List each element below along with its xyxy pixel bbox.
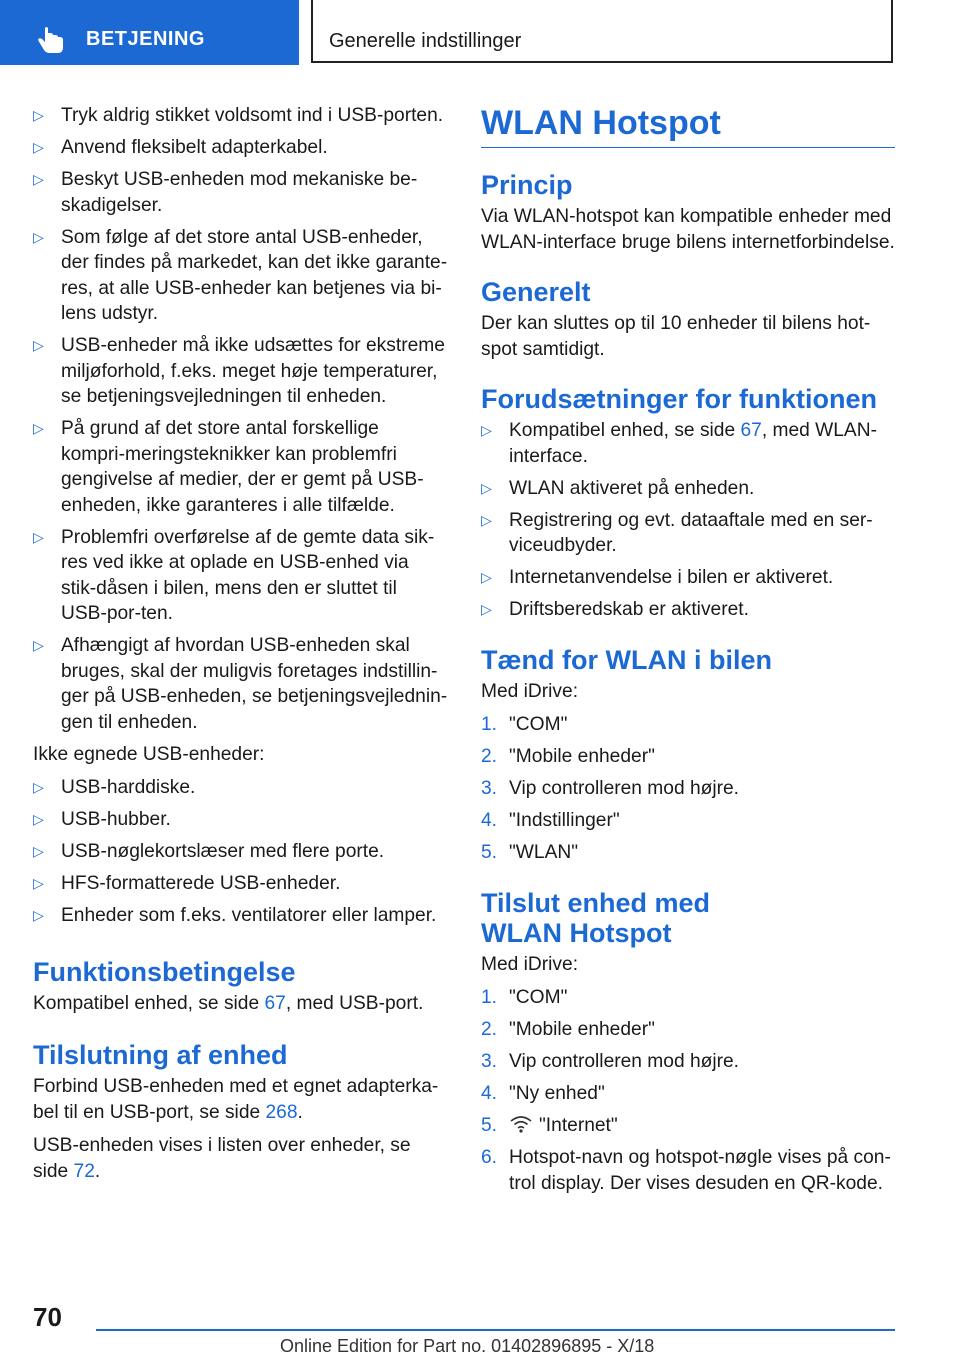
connect-steps bbox=[481, 985, 895, 1107]
triangle-bullet-icon: ▷ bbox=[33, 811, 44, 827]
enable-intro: Med iDrive: bbox=[481, 680, 579, 702]
step-number: 3. bbox=[481, 778, 498, 799]
list-item bbox=[33, 903, 448, 929]
step-text: "COM" bbox=[509, 714, 568, 735]
page-link-268[interactable]: 268 bbox=[265, 1101, 298, 1123]
connect-intro: Med iDrive: bbox=[481, 953, 579, 975]
footer-divider bbox=[96, 1329, 895, 1331]
list-item bbox=[481, 1145, 895, 1196]
step-number: 5. bbox=[481, 842, 498, 863]
list-item bbox=[481, 597, 895, 623]
page-link-72[interactable]: 72 bbox=[73, 1160, 95, 1182]
list-item-text: USB-enheder må ikke udsættes for ekstreme miljøforhold, f.eks. meget høje temperaturer, se betjeningsvejledningen til enheden. bbox=[61, 335, 445, 407]
list-item-text: Registrering og evt. dataaftale med en ser-viceudbyder. bbox=[509, 509, 873, 556]
step-number: 1. bbox=[481, 714, 498, 735]
list-item bbox=[481, 712, 895, 738]
page-title: WLAN Hotspot bbox=[481, 103, 895, 148]
list-item bbox=[481, 744, 895, 770]
section-title-generelt: Generelt bbox=[481, 277, 591, 307]
step-number: 4. bbox=[481, 1083, 498, 1104]
list-item bbox=[33, 103, 448, 129]
triangle-bullet-icon: ▷ bbox=[33, 779, 44, 795]
list-item bbox=[33, 225, 448, 327]
section-title-forudsaetninger: Forudsætninger for funktionen bbox=[481, 384, 877, 414]
list-item bbox=[33, 167, 448, 218]
funk-text-post: , med USB-port. bbox=[285, 992, 424, 1014]
page-link-67[interactable]: 67 bbox=[264, 992, 286, 1014]
prereq-list bbox=[481, 476, 895, 623]
list-item-text: WLAN aktiveret på enheden. bbox=[509, 477, 755, 499]
usb-notes-list bbox=[33, 103, 448, 735]
list-item-text: USB-harddiske. bbox=[61, 777, 196, 798]
list-item bbox=[33, 633, 448, 735]
prereq1-post: , med WLAN-interface. bbox=[509, 420, 877, 467]
step-text: "Internet" bbox=[539, 1115, 618, 1136]
unsuitable-devices-list bbox=[33, 775, 448, 929]
list-item-text: USB-hubber. bbox=[61, 809, 171, 830]
unsuitable-intro: Ikke egnede USB-enheder: bbox=[33, 743, 265, 765]
list-item-text: Beskyt USB-enheden mod mekaniske be-skadigelser. bbox=[61, 169, 418, 216]
triangle-bullet-icon: ▷ bbox=[33, 228, 44, 245]
step-text: "Mobile enheder" bbox=[509, 1019, 655, 1040]
connect-title-line1: Tilslut enhed med bbox=[481, 887, 711, 918]
list-item-text: Tryk aldrig stikket voldsomt ind i USB-porten. bbox=[61, 105, 444, 126]
list-item bbox=[481, 565, 895, 591]
triangle-bullet-icon: ▷ bbox=[33, 139, 44, 155]
conn-text-2-pre: USB-enheden vises i listen over enheder, se side bbox=[33, 1135, 411, 1182]
hand-pointer-icon bbox=[36, 26, 66, 54]
list-item bbox=[33, 839, 448, 865]
triangle-bullet-icon: ▷ bbox=[481, 601, 492, 617]
funk-text-pre: Kompatibel enhed, se side bbox=[33, 992, 265, 1014]
list-item-text: På grund af det store antal forskellige kompri-meringsteknikker kan problemfri gengivelse af medier, der er gemt på USB-enheden, ikke garanteres i alle tilfælde. bbox=[61, 418, 424, 516]
enable-steps bbox=[481, 712, 895, 866]
list-item bbox=[481, 476, 895, 502]
step-number: 1. bbox=[481, 987, 498, 1008]
list-item bbox=[481, 508, 895, 559]
list-item bbox=[481, 418, 895, 469]
conn-text-1 bbox=[33, 1074, 448, 1125]
triangle-bullet-icon: ▷ bbox=[481, 569, 492, 585]
step-number: 6. bbox=[481, 1147, 498, 1168]
triangle-bullet-icon: ▷ bbox=[33, 337, 44, 353]
list-item bbox=[33, 871, 448, 897]
conn-text-1-pre: Forbind USB-enheden med et egnet adapterka-bel til en USB-port, se side bbox=[33, 1076, 439, 1123]
triangle-bullet-icon: ▷ bbox=[33, 171, 44, 187]
triangle-bullet-icon: ▷ bbox=[33, 843, 44, 859]
subsection-header bbox=[311, 0, 893, 63]
triangle-bullet-icon: ▷ bbox=[33, 107, 44, 123]
step-text: "Ny enhed" bbox=[509, 1083, 605, 1104]
list-item-text: Problemfri overførelse af de gemte data sik-res ved ikke at oplade en USB-enhed via stik-dåsen i bilen, mens den er sluttet til USB-por-ten. bbox=[61, 526, 435, 624]
step-number: 5. bbox=[481, 1115, 498, 1136]
triangle-bullet-icon: ▷ bbox=[33, 528, 44, 545]
triangle-bullet-icon: ▷ bbox=[481, 422, 492, 438]
funk-text bbox=[33, 991, 448, 1017]
list-item bbox=[33, 135, 448, 161]
list-item-text: Driftsberedskab er aktiveret. bbox=[509, 599, 749, 620]
list-item bbox=[481, 840, 895, 866]
triangle-bullet-icon: ▷ bbox=[33, 420, 44, 436]
list-item-text: USB-nøglekortslæser med flere porte. bbox=[61, 841, 385, 862]
triangle-bullet-icon: ▷ bbox=[33, 907, 44, 923]
section-tab[interactable] bbox=[0, 0, 299, 65]
connect-title-line2: WLAN Hotspot bbox=[481, 917, 672, 948]
step-text: Vip controlleren mod højre. bbox=[509, 778, 740, 799]
right-column bbox=[481, 103, 895, 1203]
list-item bbox=[33, 525, 448, 627]
prereq1-pre: Kompatibel enhed, se side bbox=[509, 420, 741, 441]
list-item bbox=[481, 1081, 895, 1107]
subsection-label: Generelle indstillinger bbox=[329, 30, 522, 52]
list-item bbox=[481, 1017, 895, 1043]
list-item-text: Afhængigt af hvordan USB-enheden skal bruges, skal der muligvis foretages indstillin-ger på USB-enheden, se betjeningsvejlednin-gen til enheden. bbox=[61, 635, 448, 733]
triangle-bullet-icon: ▷ bbox=[33, 637, 44, 653]
step-text: "Indstillinger" bbox=[509, 810, 620, 831]
page-number: 70 bbox=[33, 1302, 62, 1332]
edition-note: Online Edition for Part no. 01402896895 - X/18 bbox=[280, 1336, 655, 1356]
conn-text-1-post: . bbox=[297, 1101, 303, 1123]
list-item bbox=[481, 1049, 895, 1075]
section-title-princip: Princip bbox=[481, 170, 573, 200]
section-label: BETJENING bbox=[86, 28, 205, 50]
step-text: "COM" bbox=[509, 987, 568, 1008]
list-item bbox=[481, 985, 895, 1011]
triangle-bullet-icon: ▷ bbox=[481, 479, 492, 496]
list-item bbox=[481, 808, 895, 834]
list-item-text: Som følge af det store antal USB-enheder, der findes på markedet, kan det ikke garante-res, at alle USB-enheder kan betjenes via bi-lens udstyr. bbox=[61, 226, 448, 324]
step-text: Vip controlleren mod højre. bbox=[509, 1051, 740, 1072]
generelt-text: Der kan sluttes op til 10 enheder til bilens hot-spot samtidigt. bbox=[481, 313, 871, 360]
conn-text-2-post: . bbox=[94, 1160, 101, 1182]
list-item bbox=[33, 416, 448, 518]
left-column bbox=[33, 103, 448, 1192]
triangle-bullet-icon: ▷ bbox=[33, 875, 44, 891]
section-title-tilslut-enhed bbox=[481, 888, 895, 948]
step-number: 2. bbox=[481, 1019, 498, 1040]
step-text: "WLAN" bbox=[509, 842, 579, 863]
step-number: 3. bbox=[481, 1051, 498, 1072]
section-title-taend-wlan: Tænd for WLAN i bilen bbox=[481, 644, 772, 675]
conn-text-2 bbox=[33, 1133, 448, 1184]
list-item-text: Enheder som f.eks. ventilatorer eller lamper. bbox=[61, 905, 437, 926]
page-link-67[interactable]: 67 bbox=[740, 420, 762, 441]
step-text: "Mobile enheder" bbox=[509, 746, 655, 767]
wifi-icon bbox=[509, 1114, 533, 1134]
princip-text: Via WLAN-hotspot kan kompatible enheder med WLAN-interface bruge bilens internetforbindelse. bbox=[481, 206, 895, 253]
list-item bbox=[481, 1113, 895, 1139]
list-item-text: Internetanvendelse i bilen er aktiveret. bbox=[509, 567, 834, 588]
section-title-tilslutning: Tilslutning af enhed bbox=[33, 1040, 288, 1070]
section-title-funktionsbetingelse: Funktionsbetingelse bbox=[33, 956, 296, 987]
step-text: Hotspot-navn og hotspot-nøgle vises på con-trol display. Der vises desuden en QR-kode. bbox=[509, 1147, 891, 1194]
list-item-text: Anvend fleksibelt adapterkabel. bbox=[61, 137, 328, 158]
step-number: 4. bbox=[481, 810, 498, 831]
triangle-bullet-icon: ▷ bbox=[481, 511, 492, 528]
list-item bbox=[481, 776, 895, 802]
step-number: 2. bbox=[481, 746, 498, 767]
list-item-text: HFS-formatterede USB-enheder. bbox=[61, 873, 341, 894]
list-item bbox=[33, 807, 448, 833]
list-item bbox=[33, 333, 448, 410]
list-item bbox=[33, 775, 448, 801]
